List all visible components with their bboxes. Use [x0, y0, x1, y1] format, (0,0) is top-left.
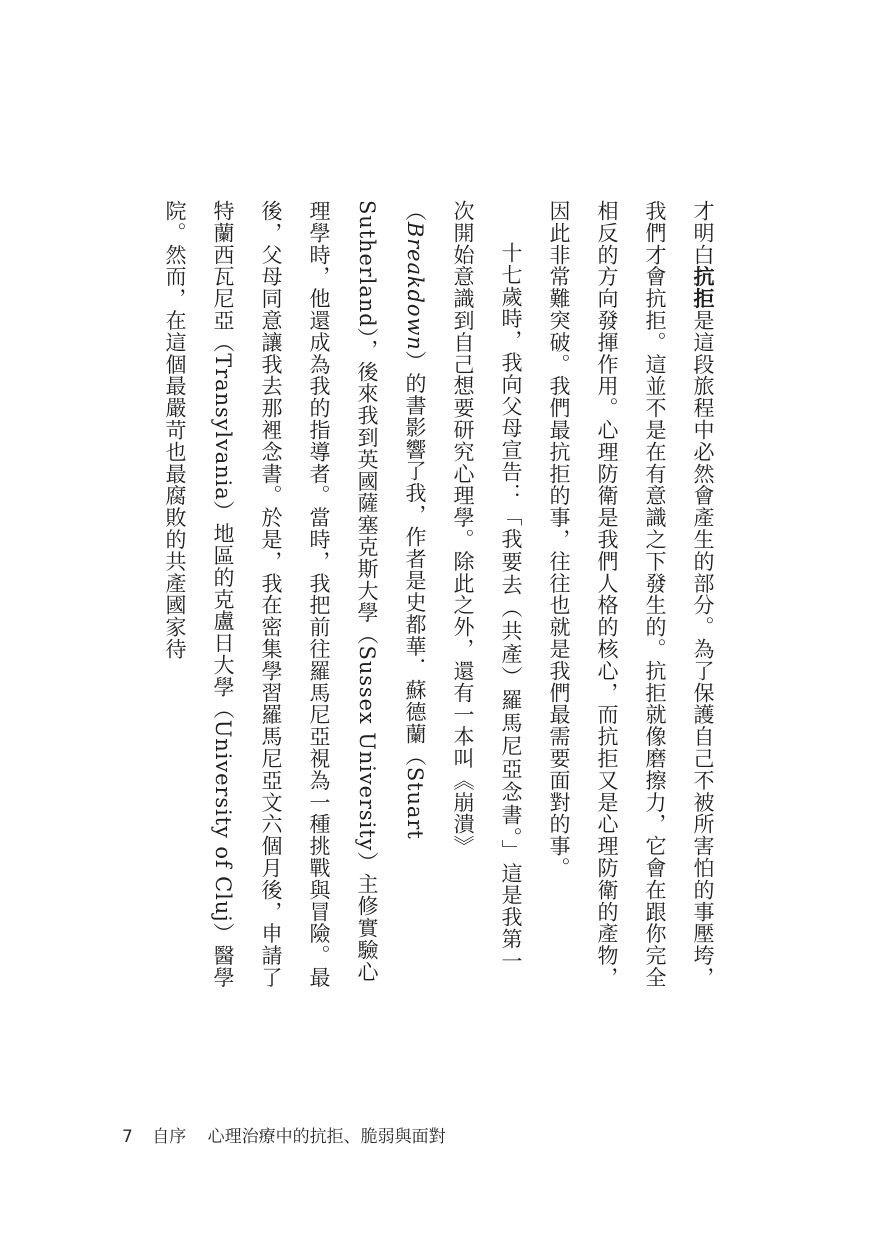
emphasized-term: 抗拒 — [691, 265, 715, 310]
paragraph-2 — [151, 200, 535, 990]
paragraph-1-start: 才明白 — [691, 200, 715, 266]
section-label: 自序 — [152, 1127, 187, 1147]
book-title-english: Breakdown — [403, 221, 427, 351]
page-number: 7 — [122, 1127, 133, 1147]
chapter-title: 心理治療中的抗拒、脆弱與面對 — [207, 1127, 446, 1147]
paragraph-2-start: 十七歲時，我向父母宣告： — [499, 242, 523, 505]
body-text — [151, 200, 727, 990]
page-footer — [122, 1122, 446, 1147]
paragraph-1 — [535, 200, 727, 990]
paragraph-2-rest: ）的書影響了我，作者是史都華．蘇德蘭（Stuart Sutherland），後來我到英國薩塞克斯大學（Sussex University）主修實驗心理學時，他還成為我的指導者。當時，我把前往羅馬尼亞視為一種挑戰與冒險。最後，父母同意讓我去那裡念書。於是，我在密集學習羅馬尼亞文六個月後，申請了特蘭西瓦尼亞（Transylvania）地區的克盧日大學（University of Cluj）醫學院。然而，在這個最嚴苛也最腐敗的共產國家待 — [163, 200, 427, 989]
quoted-declaration: 「我要去（共產）羅馬尼亞念書。」 — [499, 504, 523, 863]
paragraph-1-rest: 是這段旅程中必然會產生的部分。為了保護自己不被所害怕的事壓垮，我們才會抗拒。這並不是在有意識之下發生的。抗拒就像磨擦力，它會在跟你完全相反的方向發揮作用。心理防衛是我們人格的核心，而抗拒又是心理防衛的產物，因此非常難突破。我們最抗拒的事，往往也就是我們最需要面對的事。 — [547, 200, 715, 989]
paragraph-2-middle: 這是我第一次開始意識到自己想要研究心理學。除此之外，還有一本叫《崩潰》（ — [403, 200, 523, 972]
